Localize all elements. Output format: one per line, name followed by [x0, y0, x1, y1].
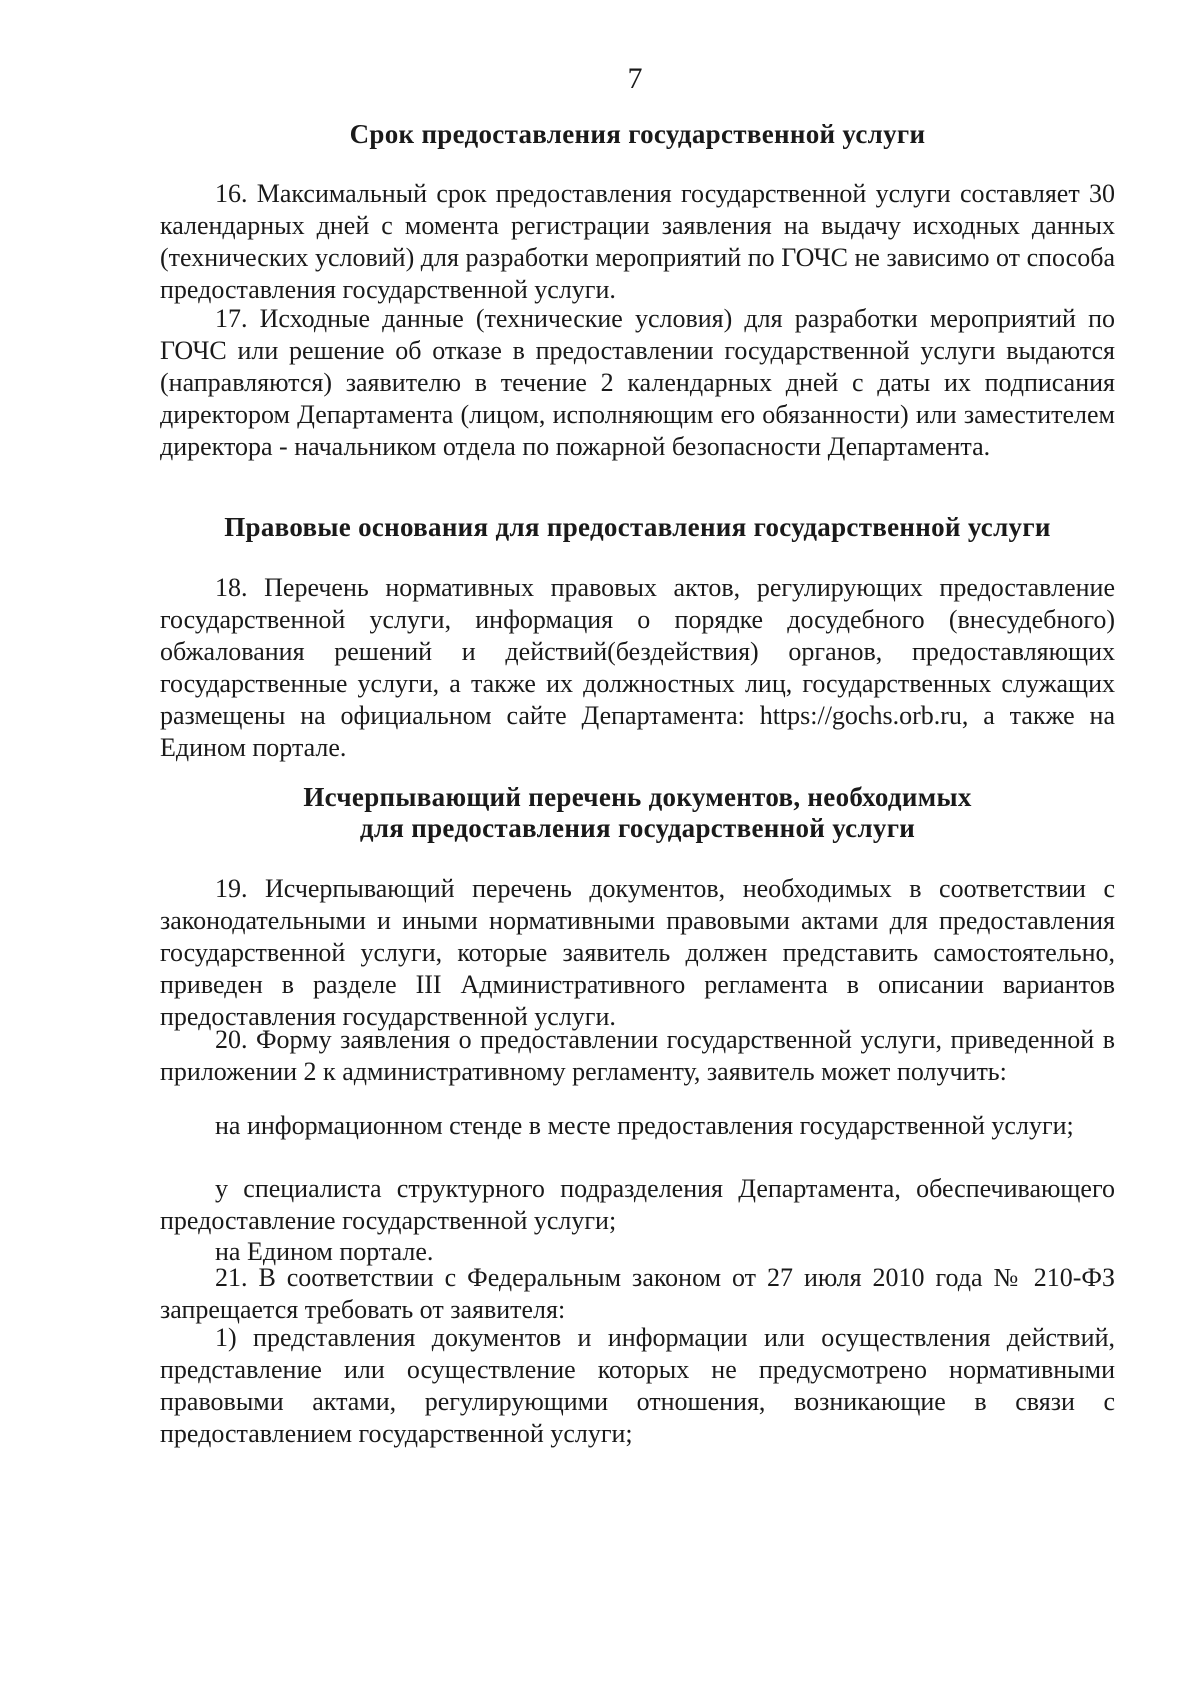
page-number: 7	[627, 62, 643, 95]
paragraph-16: 16. Максимальный срок предоставления государственной услуги составляет 30 календарных дней с момента регистрации заявления на выдачу исходных данных (технических условий) для разработки мероприятий по ГОЧС не зависимо от способа предоставления государственной услуги.	[160, 179, 1115, 304]
paragraph-17: 17. Исходные данные (технические условия) для разработки мероприятий по ГОЧС или решение об отказе в предоставлении государственной услуги выдаются (направляются) заявителю в течение 2 календарных дней с даты их подписания директором Департамента (лицом, исполняющим его обязанности) или заместителем директора - начальником отдела по пожарной безопасности Департамента.	[160, 304, 1115, 461]
paragraph-20: 20. Форму заявления о предоставлении государственной услуги, приведенной в приложении 2 к административному регламенту, заявитель может получить:	[160, 1025, 1115, 1086]
paragraph-21-item-1: 1) представления документов и информации или осуществления действий, представление или осуществление которых не предусмотрено нормативными правовыми актами, регулирующими отношения, возникающие в связи с предоставлением государственной услуги;	[160, 1323, 1115, 1448]
section-heading-documents-line2: для предоставления государственной услуги	[359, 813, 916, 843]
section-heading-term: Срок предоставления государственной услуги	[349, 119, 926, 149]
paragraph-21: 21. В соответствии с Федеральным законом от 27 июля 2010 года № 210-ФЗ запрещается требовать от заявителя:	[160, 1263, 1115, 1324]
section-heading-legal-basis: Правовые основания для предоставления государственной услуги	[224, 512, 1051, 542]
paragraph-18: 18. Перечень нормативных правовых актов, регулирующих предоставление государственной услуги, информация о порядке досудебного (внесудебного) обжалования решений и действий(бездействия) органов, предоставляющих государственные услуги, а также их должностных лиц, государственных служащих размещены на официальном сайте Департамента: https://gochs.orb.ru, а также на Едином портале.	[160, 573, 1115, 762]
paragraph-20-item-portal: на Едином портале.	[215, 1237, 434, 1266]
paragraph-20-item-specialist: у специалиста структурного подразделения Департамента, обеспечивающего предоставление государственной услуги;	[160, 1174, 1115, 1235]
paragraph-19: 19. Исчерпывающий перечень документов, необходимых в соответствии с законодательными и иными нормативными правовыми актами для предоставления государственной услуги, которые заявитель должен представить самостоятельно, приведен в разделе III Административного регламента в описании вариантов предоставления государственной услуги.	[160, 874, 1115, 1031]
section-heading-documents-line1: Исчерпывающий перечень документов, необходимых	[303, 782, 972, 812]
paragraph-20-item-stand: на информационном стенде в месте предоставления государственной услуги;	[215, 1111, 1074, 1140]
